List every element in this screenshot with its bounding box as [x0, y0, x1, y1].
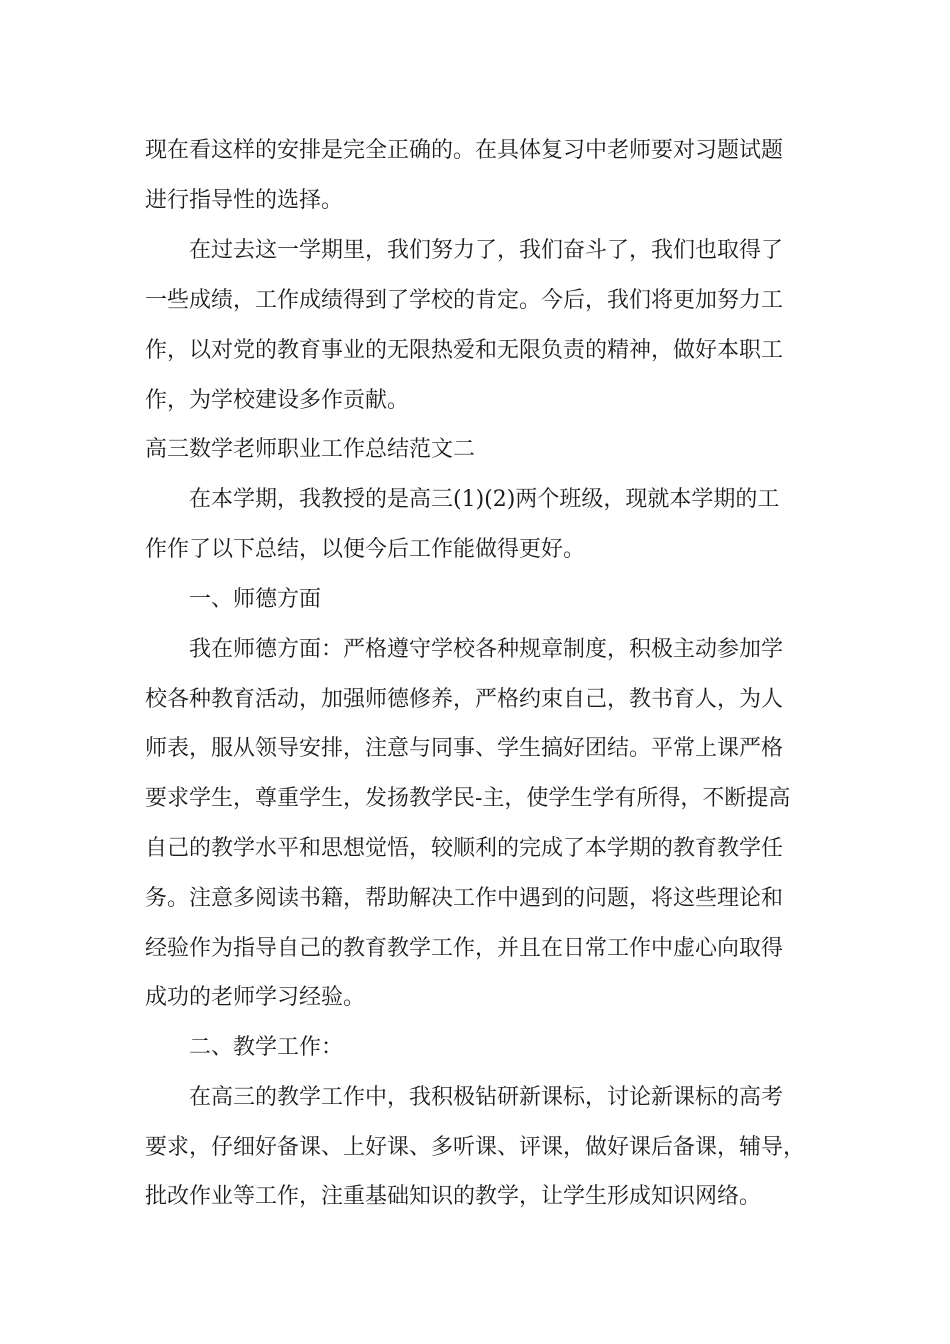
- subheading-ethics: 一、师德方面: [189, 587, 322, 612]
- text-line: 作，以对党的教育事业的无限热爱和无限负责的精神，做好本职工: [145, 338, 784, 363]
- section-heading: 高三数学老师职业工作总结范文二: [145, 437, 476, 462]
- text-line: 作作了以下总结，以便今后工作能做得更好。: [145, 537, 586, 562]
- text-line: 成功的老师学习经验。: [145, 985, 366, 1010]
- paragraph-start: 在本学期，我教授的是高三(1)(2)两个班级，现就本学期的工: [189, 487, 780, 512]
- text-line: 务。注意多阅读书籍，帮助解决工作中遇到的问题，将这些理论和: [145, 886, 784, 911]
- text-line: 要求学生，尊重学生，发扬教学民-主，使学生学有所得，不断提高: [145, 786, 791, 811]
- paragraph-start: 在过去这一学期里，我们努力了，我们奋斗了，我们也取得了: [189, 238, 784, 263]
- text-line: 进行指导性的选择。: [145, 188, 344, 213]
- text-line: 校各种教育活动，加强师德修养，严格约束自己，教书育人，为人: [145, 687, 784, 712]
- text-line: 经验作为指导自己的教育教学工作，并且在日常工作中虚心向取得: [145, 936, 784, 961]
- text-line: 现在看这样的安排是完全正确的。在具体复习中老师要对习题试题: [145, 138, 784, 163]
- text-line: 要求，仔细好备课、上好课、多听课、评课，做好课后备课，辅导，: [145, 1135, 806, 1160]
- subheading-teaching: 二、教学工作：: [189, 1035, 344, 1060]
- text-line: 师表，服从领导安排，注意与同事、学生搞好团结。平常上课严格: [145, 736, 784, 761]
- paragraph-start: 我在师德方面：严格遵守学校各种规章制度，积极主动参加学: [189, 637, 784, 662]
- text-line: 批改作业等工作，注重基础知识的教学，让学生形成知识网络。: [145, 1184, 762, 1209]
- text-line: 一些成绩，工作成绩得到了学校的肯定。今后，我们将更加努力工: [145, 288, 784, 313]
- text-line: 作，为学校建设多作贡献。: [145, 388, 410, 413]
- paragraph-start: 在高三的教学工作中，我积极钻研新课标，讨论新课标的高考: [189, 1085, 784, 1110]
- text-line: 自己的教学水平和思想觉悟，较顺利的完成了本学期的教育教学任: [145, 836, 784, 861]
